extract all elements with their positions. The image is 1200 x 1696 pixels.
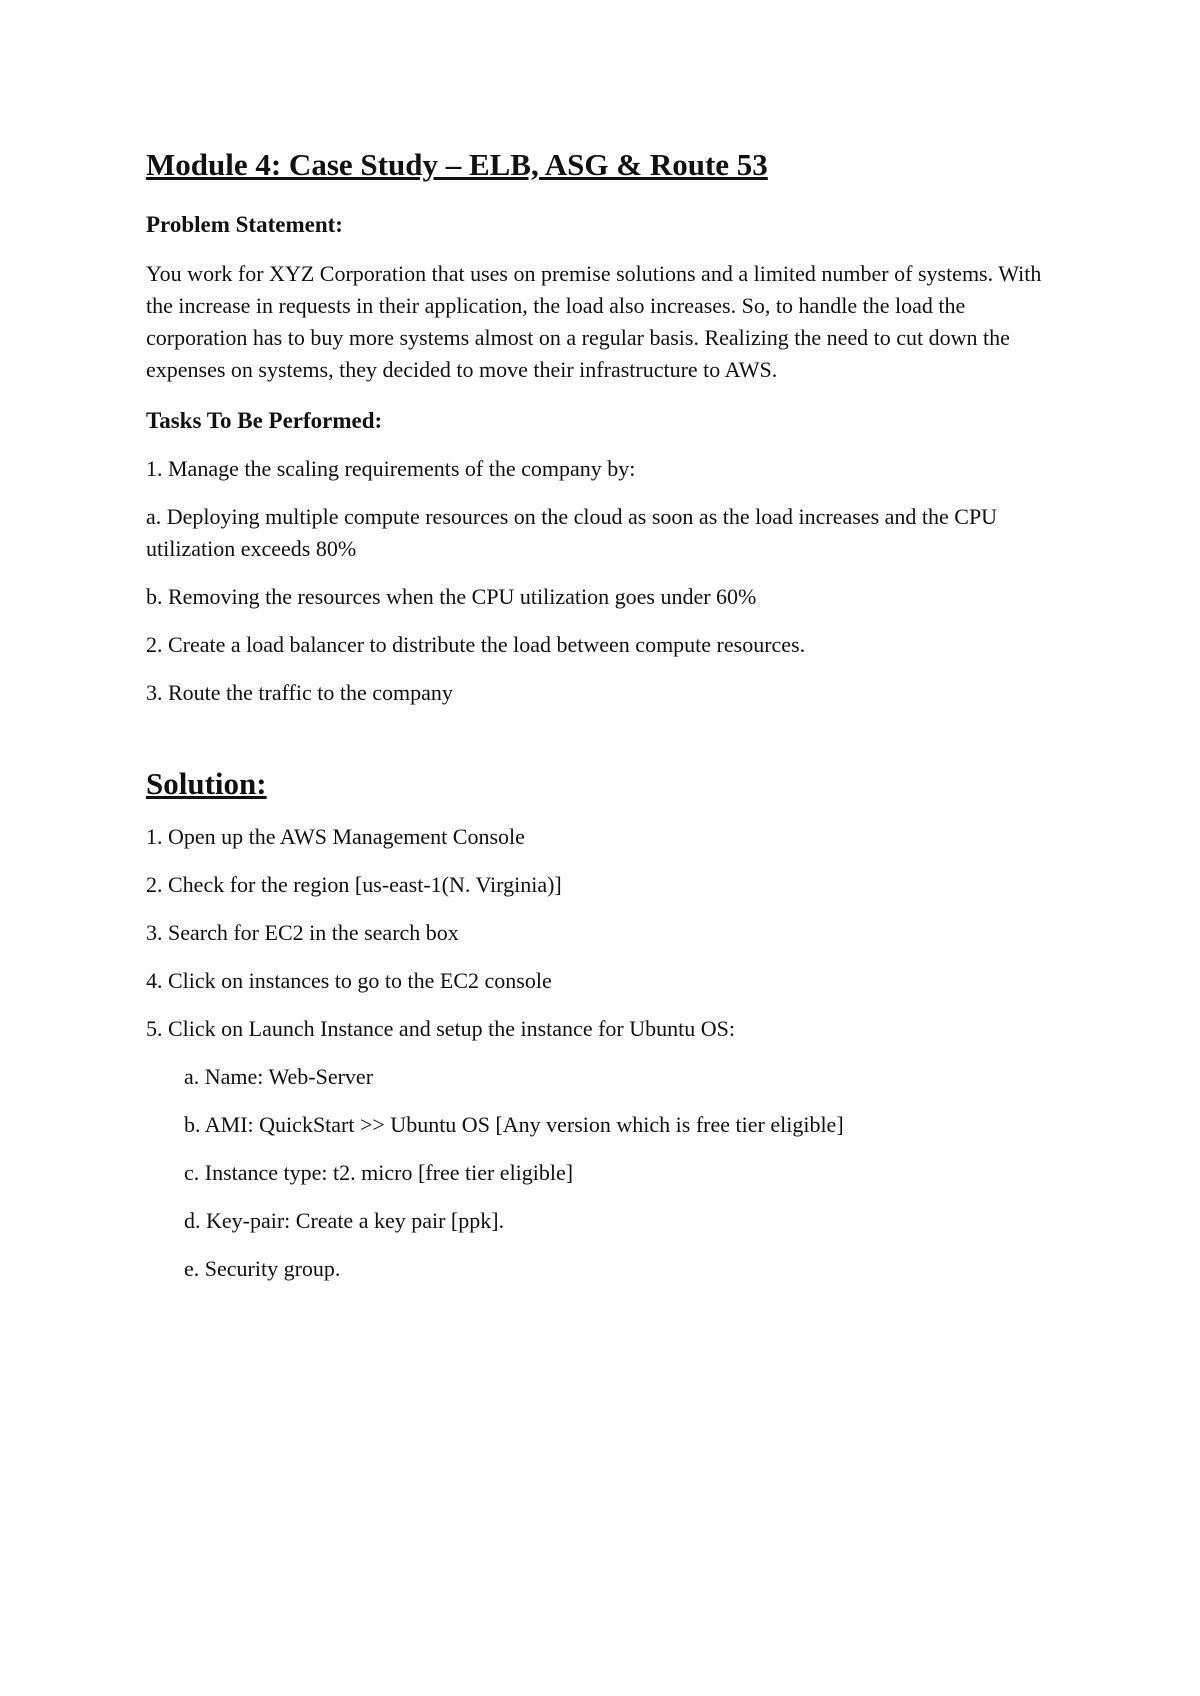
task-item: 2. Create a load balancer to distribute the load between compute resources. [146,632,806,658]
task-item: b. Removing the resources when the CPU utilization goes under 60% [146,584,757,610]
document-content [146,146,1066,1301]
problem-statement-text: You work for XYZ Corporation that uses on premise solutions and a limited number of systems. With the increase in requests in their application, the load also increases. So, to handle the load the corporation has to buy more systems almost on a regular basis. Realizing the need to cut down the expenses on systems, they decided to move their infrastructure to AWS. [146,260,1042,382]
document-title: Module 4: Case Study – ELB, ASG & Route 53 [146,147,768,182]
solution-step: 4. Click on instances to go to the EC2 console [146,967,552,993]
instance-setup-item: d. Key-pair: Create a key pair [ppk]. [184,1207,505,1233]
solution-heading: Solution: [146,766,267,802]
instance-setup-item: e. Security group. [184,1255,341,1281]
instance-setup-item: a. Name: Web-Server [184,1063,374,1089]
solution-step: 3. Search for EC2 in the search box [146,919,459,945]
tasks-heading: Tasks To Be Performed: [146,407,383,433]
task-item: 1. Manage the scaling requirements of the company by: [146,456,636,482]
instance-setup-item: b. AMI: QuickStart >> Ubuntu OS [Any version which is free tier eligible] [184,1111,844,1137]
instance-setup-item: c. Instance type: t2. micro [free tier eligible] [184,1159,574,1185]
task-item: 3. Route the traffic to the company [146,680,453,706]
solution-step: 1. Open up the AWS Management Console [146,823,525,849]
problem-statement-heading: Problem Statement: [146,212,343,238]
solution-step: 2. Check for the region [us-east-1(N. Virginia)] [146,871,562,897]
solution-step: 5. Click on Launch Instance and setup the instance for Ubuntu OS: [146,1015,735,1041]
task-item: a. Deploying multiple compute resources on the cloud as soon as the load increases and the CPU utilization exceeds 80% [146,504,998,562]
